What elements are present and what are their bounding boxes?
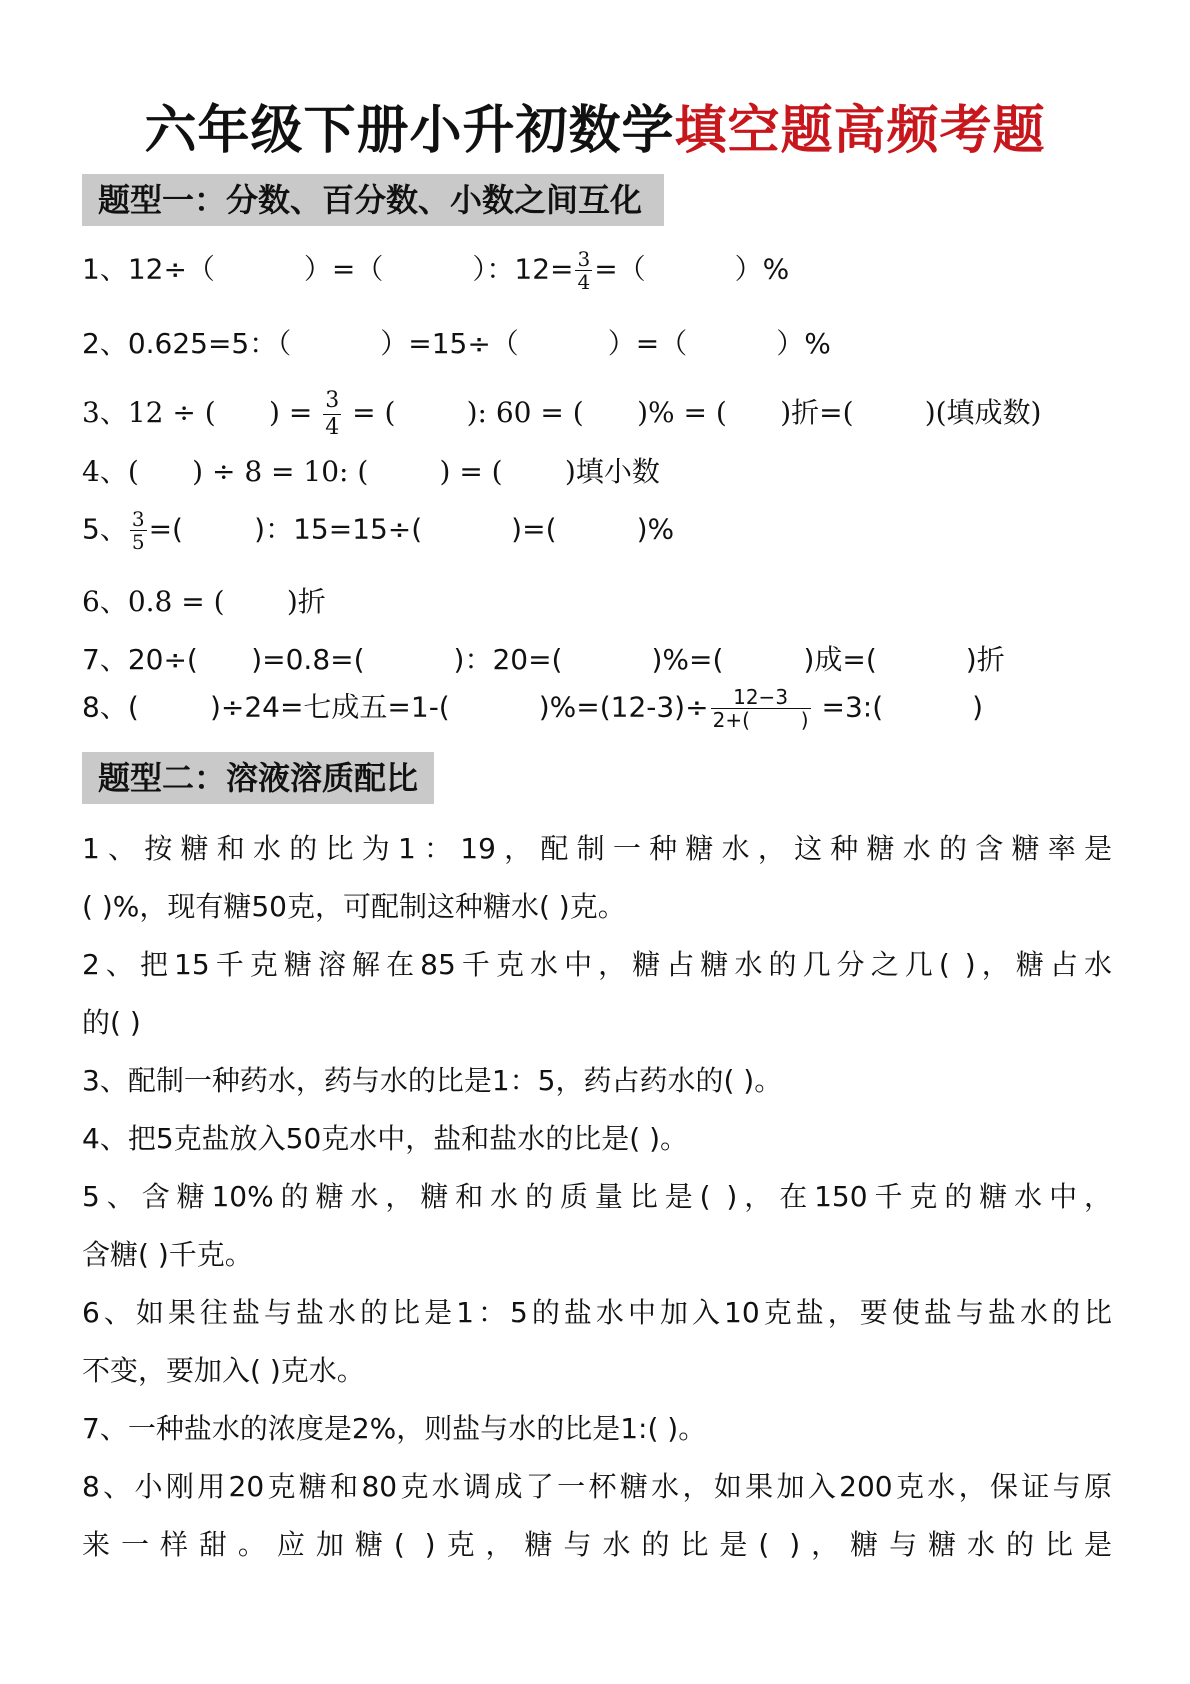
question-1-8 xyxy=(82,686,983,731)
question-2-5b: 含糖( )千克。 xyxy=(82,1238,253,1271)
q3-part-b: = ( ): 60 = ( )% = ( )折=( )(填成数) xyxy=(343,396,1042,429)
title-black: 六年级下册小升初数学 xyxy=(144,101,675,161)
question-2-7: 7、一种盐水的浓度是2%，则盐与水的比是1:( )。 xyxy=(82,1412,707,1445)
question-2-2b: 的( ) xyxy=(82,1006,141,1039)
q5-part-a: 5、 xyxy=(82,512,128,546)
fraction-numerator: 3 xyxy=(131,507,145,531)
question-2-8a: 8、小刚用20克糖和80克水调成了一杯糖水，如果加入200克水，保证与原 xyxy=(82,1470,1112,1503)
fraction-denominator: 2+( ) xyxy=(712,708,809,732)
question-2-1a: 1、按糖和水的比为1：19，配制一种糖水，这种糖水的含糖率是 xyxy=(82,832,1112,865)
section-heading-1: 题型一：分数、百分数、小数之间互化 xyxy=(82,174,664,226)
q8-part-a: 8、( )÷24=七成五=1-( )%=(12-3)÷ xyxy=(82,690,709,724)
question-1-1 xyxy=(82,248,789,293)
q5-part-b: =( )：15=15÷( )=( )% xyxy=(148,512,675,546)
question-2-3: 3、配制一种药水，药与水的比是1：5，药占药水的( )。 xyxy=(82,1064,783,1097)
question-1-5 xyxy=(82,508,674,553)
page-title xyxy=(0,88,1190,163)
fraction-numerator: 3 xyxy=(325,388,340,413)
question-1-7: 7、20÷( )=0.8=( )：20=( )%=( )成=( )折 xyxy=(82,643,1005,676)
q8-part-b: =3:( ) xyxy=(812,690,984,724)
fraction-denominator: 4 xyxy=(577,270,591,294)
question-1-3 xyxy=(82,388,1041,441)
question-2-4: 4、把5克盐放入50克水中，盐和盐水的比是( )。 xyxy=(82,1122,689,1155)
question-2-1b: ( )%，现有糖50克，可配制这种糖水( )克。 xyxy=(82,890,626,923)
fraction xyxy=(575,248,592,293)
question-2-2a: 2、把15千克糖溶解在85千克水中，糖占糖水的几分之几( )，糖占水 xyxy=(82,948,1112,981)
question-2-8b: 来一样甜。应加糖( )克，糖与水的比是( )，糖与糖水的比是 xyxy=(82,1528,1112,1561)
question-2-6a: 6、如果往盐与盐水的比是1：5的盐水中加入10克盐，要使盐与盐水的比 xyxy=(82,1296,1112,1329)
question-1-4: 4、( ) ÷ 8 = 10: ( ) = ( )填小数 xyxy=(82,455,660,488)
fraction xyxy=(711,686,811,731)
fraction-numerator: 12−3 xyxy=(711,686,811,709)
q1-part-b: =（ ）% xyxy=(594,252,790,286)
fraction-denominator: 5 xyxy=(131,530,145,554)
q3-part-a: 3、12 ÷ ( ) = xyxy=(82,396,322,429)
question-1-2: 2、0.625=5：（ ）=15÷（ ）=（ ）% xyxy=(82,327,831,360)
title-red: 填空题高频考题 xyxy=(674,101,1046,161)
question-2-6b: 不变，要加入( )克水。 xyxy=(82,1354,365,1387)
fraction-numerator: 3 xyxy=(577,247,591,271)
fraction xyxy=(130,508,147,553)
fraction-denominator: 4 xyxy=(325,415,340,440)
fraction xyxy=(323,388,341,441)
q1-part-a: 1、12÷（ ）=（ ）：12= xyxy=(82,252,574,286)
section-heading-2: 题型二：溶液溶质配比 xyxy=(82,752,434,804)
question-1-6: 6、0.8 = ( )折 xyxy=(82,585,326,618)
question-2-5a: 5、含糖10%的糖水，糖和水的质量比是( )，在150千克的糖水中， xyxy=(82,1180,1112,1213)
